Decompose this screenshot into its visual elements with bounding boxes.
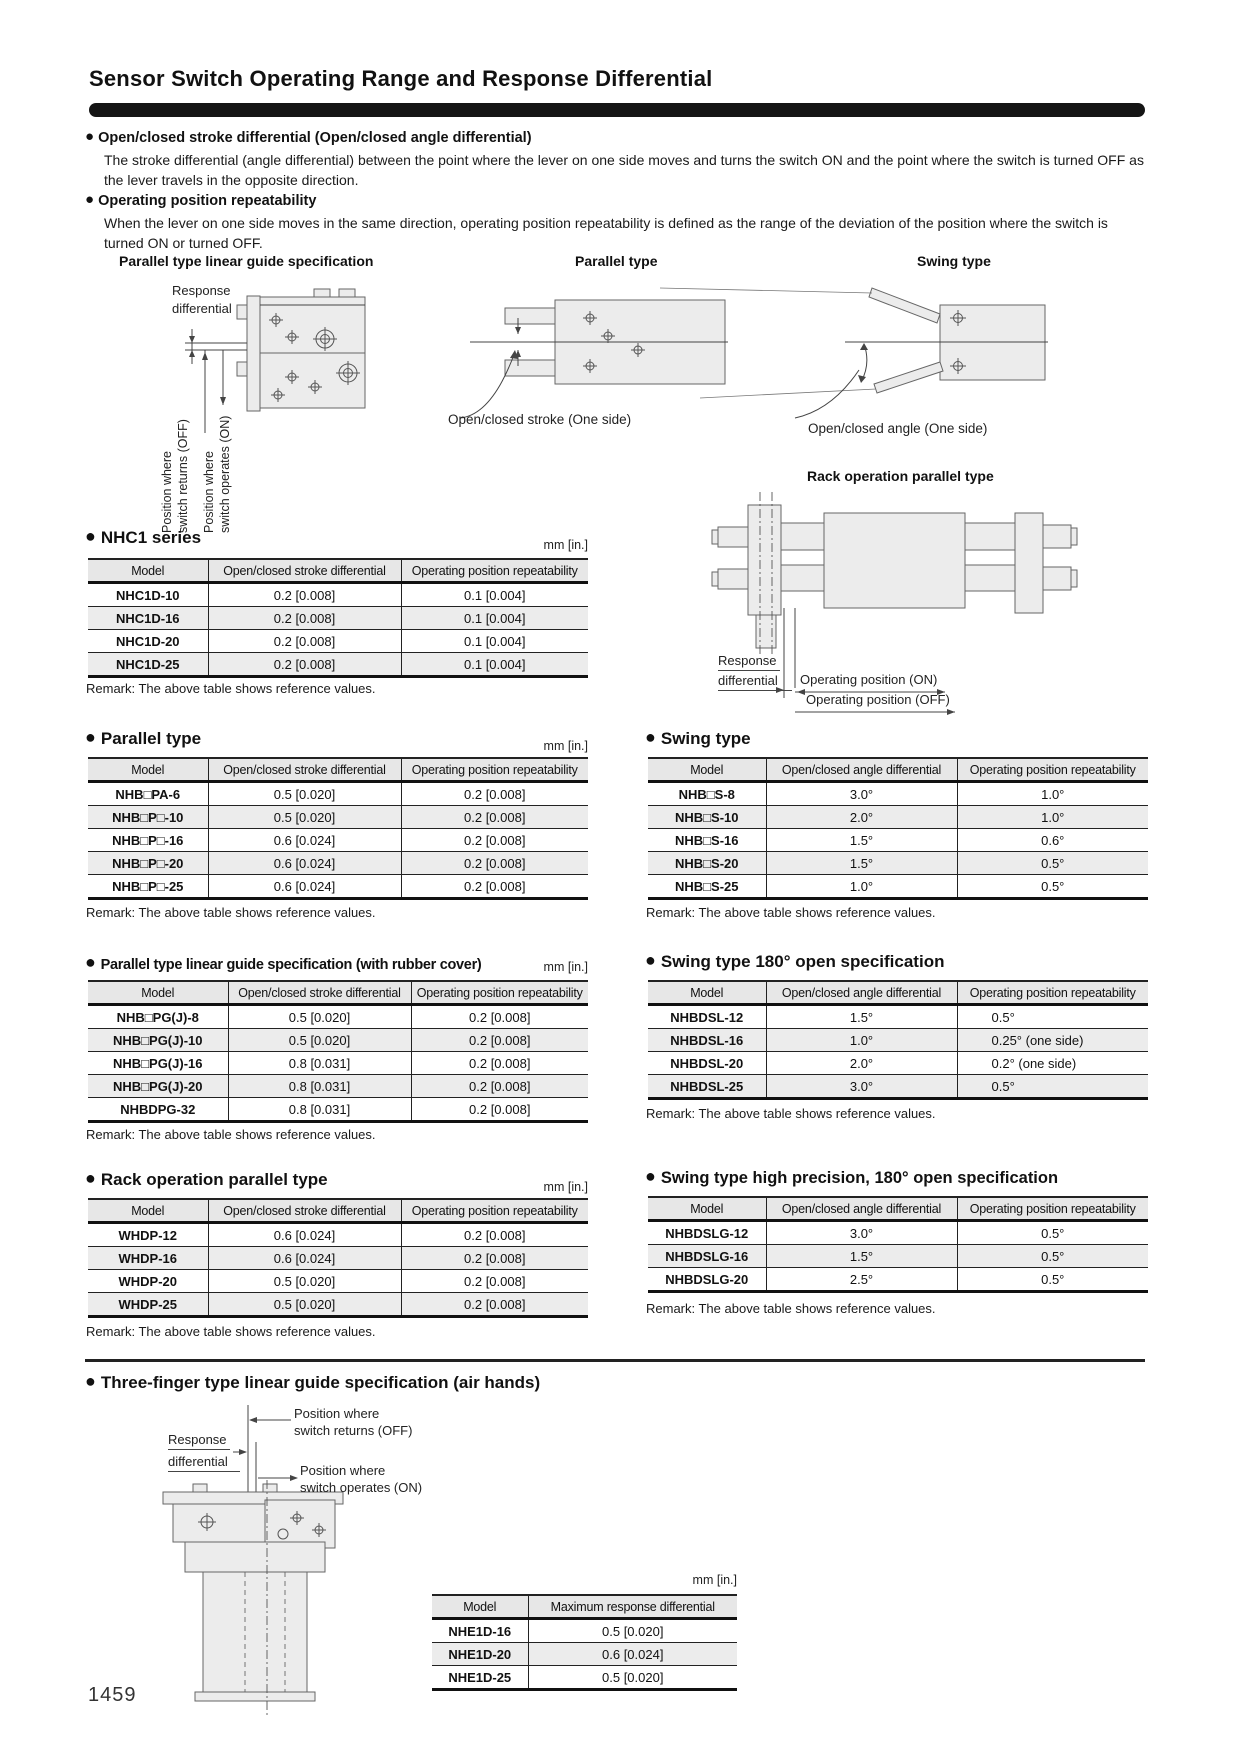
model-cell: NHBDSL-25 — [648, 1075, 766, 1099]
table-row — [88, 829, 588, 852]
parallel-lg-table — [88, 980, 588, 1123]
rack-response-label-line1: Response — [718, 653, 780, 671]
table-row — [88, 782, 588, 806]
section-divider — [85, 1359, 1145, 1362]
unit-label-rack: mm [in.] — [543, 1180, 588, 1194]
col-header-differential: Open/closed stroke differential — [208, 1199, 401, 1223]
section-heading-three-finger — [85, 1372, 540, 1393]
model-cell: NHC1D-20 — [88, 630, 208, 653]
value-cell: 1.5° — [766, 852, 957, 875]
table-row — [88, 1293, 588, 1317]
rotated-label-position-off-line1: Position where — [160, 451, 174, 533]
intro-bullet-2-title — [85, 192, 316, 209]
tf-position-on-label-line2: switch operates (ON) — [300, 1480, 423, 1495]
intro-bullet-1-title — [85, 129, 532, 146]
col-header-model: Model — [432, 1595, 528, 1619]
table-row — [88, 607, 588, 630]
remark-rack: Remark: The above table shows reference values. — [86, 1324, 376, 1339]
table-row — [88, 875, 588, 899]
header-row — [88, 1199, 588, 1223]
table-row — [648, 1221, 1148, 1245]
tf-response-label-line1: Response — [168, 1432, 230, 1450]
section-heading-nhc1-text: NHC1 series — [100, 528, 202, 547]
col-header-repeatability: Operating position repeatability — [401, 1199, 588, 1223]
value-cell: 0.5 [0.020] — [228, 1029, 411, 1052]
model-cell: WHDP-25 — [88, 1293, 208, 1317]
value-cell: 0.5 [0.020] — [208, 806, 401, 829]
value-cell: 0.5° — [957, 852, 1148, 875]
table-row — [88, 1223, 588, 1247]
model-cell: NHBDSLG-20 — [648, 1268, 766, 1292]
col-header-repeatability: Operating position repeatability — [411, 981, 588, 1005]
model-cell: NHB□PG(J)-10 — [88, 1029, 228, 1052]
value-cell: 0.2 [0.008] — [411, 1098, 588, 1122]
model-cell: NHE1D-25 — [432, 1666, 528, 1690]
value-cell: 0.2 [0.008] — [411, 1029, 588, 1052]
table-row — [432, 1643, 737, 1666]
value-cell: 1.0° — [957, 782, 1148, 806]
value-cell: 0.1 [0.004] — [401, 607, 588, 630]
table-row — [432, 1666, 737, 1690]
section-heading-parallel-lg — [85, 953, 481, 974]
table-row — [648, 1268, 1148, 1292]
value-cell: 1.5° — [766, 1005, 957, 1029]
model-cell: NHC1D-16 — [88, 607, 208, 630]
value-cell: 1.0° — [957, 806, 1148, 829]
col-header-repeatability: Operating position repeatability — [957, 758, 1148, 782]
table-row — [648, 1075, 1148, 1099]
value-cell: 0.5° — [957, 1245, 1148, 1268]
value-cell: 0.2 [0.008] — [411, 1052, 588, 1075]
col-header-differential: Open/closed angle differential — [766, 1197, 957, 1221]
intro-bullet-1-body: The stroke differential (angle differential) between the point where the lever on one side moves and turns the switch ON and the point where the switch is turned OFF as the lever travels in the opposite direction. — [104, 152, 1144, 188]
value-cell: 0.2 [0.008] — [208, 653, 401, 677]
value-cell: 0.1 [0.004] — [401, 653, 588, 677]
model-cell: NHB□S-10 — [648, 806, 766, 829]
intro-bullet-1-text: Open/closed stroke differential (Open/closed angle differential) — [98, 130, 532, 146]
model-cell: NHB□PG(J)-20 — [88, 1075, 228, 1098]
value-cell: 0.5° — [957, 1075, 1148, 1099]
col-header-repeatability: Operating position repeatability — [957, 981, 1148, 1005]
model-cell: NHB□S-8 — [678, 786, 735, 802]
value-cell: 0.2 [0.008] — [401, 806, 588, 829]
value-cell: 0.2° (one side) — [957, 1052, 1148, 1075]
value-cell: 0.2 [0.008] — [401, 782, 588, 806]
section-heading-parallel-text: Parallel type — [100, 729, 202, 748]
value-cell: 0.6° — [957, 829, 1148, 852]
section-heading-swing180 — [645, 951, 944, 972]
rack-response-label-line2: differential — [718, 673, 792, 691]
table-row — [648, 829, 1148, 852]
table-row — [88, 1098, 588, 1122]
response-differential-label-line1: Response — [172, 283, 231, 298]
model-cell: NHB□PG(J)-8 — [116, 1009, 199, 1025]
remark-swing-hp: Remark: The above table shows reference values. — [646, 1301, 936, 1316]
value-cell: 0.8 [0.031] — [228, 1098, 411, 1122]
model-cell: NHC1D-25 — [88, 653, 208, 677]
section-heading-swing-hp — [645, 1167, 1058, 1188]
table-row — [648, 1005, 1148, 1029]
value-cell: 0.8 [0.031] — [228, 1052, 411, 1075]
operating-position-off-label: Operating position (OFF) — [806, 692, 950, 707]
rotated-label-position-on-line1: Position where — [202, 451, 216, 533]
value-cell: 1.0° — [766, 1029, 957, 1052]
model-cell: NHE1D-16 — [448, 1623, 512, 1639]
value-cell: 0.5 [0.020] — [228, 1005, 411, 1029]
table-row — [432, 1619, 737, 1643]
value-cell: 0.2 [0.008] — [411, 1005, 588, 1029]
unit-label-parallel: mm [in.] — [543, 739, 588, 753]
col-header-differential: Open/closed angle differential — [766, 981, 957, 1005]
unit-label-nhe1: mm [in.] — [692, 1573, 737, 1587]
model-cell: NHBDSL-20 — [648, 1052, 766, 1075]
model-cell: NHB□PG(J)-16 — [88, 1052, 228, 1075]
table-row — [88, 1270, 588, 1293]
unit-label-nhc1: mm [in.] — [543, 538, 588, 552]
value-cell: 0.2 [0.008] — [401, 875, 588, 899]
table-row — [88, 852, 588, 875]
col-header-repeatability: Operating position repeatability — [401, 758, 588, 782]
value-cell: 0.1 [0.004] — [401, 630, 588, 653]
table-row — [88, 583, 588, 607]
value-cell: 0.6 [0.024] — [208, 852, 401, 875]
value-cell: 1.5° — [766, 1245, 957, 1268]
col-header-max-response: Maximum response differential — [528, 1595, 737, 1619]
value-cell: 1.5° — [766, 829, 957, 852]
table-row — [88, 630, 588, 653]
remark-swing: Remark: The above table shows reference values. — [646, 905, 936, 920]
table-row — [648, 806, 1148, 829]
value-cell: 0.6 [0.024] — [208, 1223, 401, 1247]
value-cell: 0.2 [0.008] — [401, 852, 588, 875]
value-cell: 0.6 [0.024] — [528, 1643, 737, 1666]
value-cell: 0.2 [0.008] — [401, 1293, 588, 1317]
tf-position-off-label-line2: switch returns (OFF) — [294, 1423, 413, 1438]
header-row — [88, 758, 588, 782]
model-cell: NHB□PA-6 — [115, 786, 181, 802]
value-cell: 0.5° — [957, 1221, 1148, 1245]
section-heading-parallel-lg-text: Parallel type linear guide specification (with rubber cover) — [100, 957, 482, 973]
model-cell: NHBDSL-16 — [648, 1029, 766, 1052]
value-cell: 0.5 [0.020] — [528, 1619, 737, 1643]
table-row — [648, 1052, 1148, 1075]
value-cell: 0.2 [0.008] — [411, 1075, 588, 1098]
value-cell: 0.1 [0.004] — [401, 583, 588, 607]
header-row — [88, 559, 588, 583]
caption-parallel-type: Parallel type — [575, 253, 658, 269]
nhe1-table — [432, 1594, 737, 1691]
table-row — [88, 1247, 588, 1270]
col-header-differential: Open/closed stroke differential — [208, 559, 401, 583]
value-cell: 2.0° — [766, 806, 957, 829]
response-differential-label-line2: differential — [172, 301, 232, 316]
value-cell: 0.2 [0.008] — [208, 630, 401, 653]
title-rule — [89, 103, 1145, 117]
value-cell: 2.5° — [766, 1268, 957, 1292]
open-closed-stroke-label: Open/closed stroke (One side) — [448, 412, 632, 427]
col-header-model: Model — [88, 758, 208, 782]
section-heading-swing-text: Swing type — [660, 729, 751, 748]
header-row — [88, 981, 588, 1005]
model-cell: NHB□S-25 — [648, 875, 766, 899]
value-cell: 0.2 [0.008] — [401, 1270, 588, 1293]
value-cell: 3.0° — [766, 782, 957, 806]
parallel-table — [88, 757, 588, 900]
model-cell: NHB□P□-20 — [88, 852, 208, 875]
value-cell: 3.0° — [766, 1075, 957, 1099]
col-header-differential: Open/closed stroke differential — [228, 981, 411, 1005]
model-cell: NHB□P□-25 — [88, 875, 208, 899]
tf-position-on-label-line1: Position where — [300, 1463, 386, 1478]
model-cell: WHDP-20 — [88, 1270, 208, 1293]
model-cell: NHC1D-10 — [115, 587, 180, 603]
model-cell: NHB□P□-16 — [88, 829, 208, 852]
value-cell: 0.8 [0.031] — [228, 1075, 411, 1098]
table-row — [88, 1052, 588, 1075]
page-number: 1459 — [88, 1684, 137, 1706]
operating-position-on-label: Operating position (ON) — [800, 672, 938, 687]
model-cell: NHBDSLG-12 — [665, 1225, 749, 1241]
section-heading-rack-text: Rack operation parallel type — [100, 1170, 328, 1189]
model-cell: NHBDPG-32 — [88, 1098, 228, 1122]
remark-swing180: Remark: The above table shows reference values. — [646, 1106, 936, 1121]
swing-table — [648, 757, 1148, 900]
table-row — [88, 1075, 588, 1098]
table-row — [88, 1005, 588, 1029]
remark-parallel: Remark: The above table shows reference values. — [86, 905, 376, 920]
rotated-label-position-off-line2: switch returns (OFF) — [176, 419, 190, 533]
value-cell: 2.0° — [766, 1052, 957, 1075]
table-row — [648, 852, 1148, 875]
remark-nhc1: Remark: The above table shows reference values. — [86, 681, 376, 696]
caption-swing-type: Swing type — [917, 253, 991, 269]
model-cell: NHB□S-16 — [648, 829, 766, 852]
section-heading-swing-hp-text: Swing type high precision, 180° open specification — [660, 1169, 1059, 1187]
remark-parallel-lg: Remark: The above table shows reference values. — [86, 1127, 376, 1142]
caption-rack-operation: Rack operation parallel type — [807, 468, 994, 484]
model-cell: NHB□S-20 — [648, 852, 766, 875]
intro-bullet-2-body: When the lever on one side moves in the same direction, operating position repeatability is defined as the range of the deviation of the position where the switch is turned ON or turned OFF. — [104, 215, 1108, 251]
value-cell: 0.5 [0.020] — [528, 1666, 737, 1690]
unit-label-parallel-lg: mm [in.] — [543, 960, 588, 974]
page-title: Sensor Switch Operating Range and Response Differential — [89, 66, 713, 91]
model-cell: NHB□P□-10 — [88, 806, 208, 829]
value-cell: 0.2 [0.008] — [401, 1247, 588, 1270]
section-heading-swing — [645, 728, 751, 749]
section-heading-three-finger-text: Three-finger type linear guide specification (air hands) — [100, 1373, 541, 1392]
table-row — [648, 875, 1148, 899]
swing180-table — [648, 980, 1148, 1100]
table-row — [88, 806, 588, 829]
rack-table — [88, 1198, 588, 1318]
table-row — [648, 782, 1148, 806]
col-header-model: Model — [88, 981, 228, 1005]
col-header-model: Model — [88, 559, 208, 583]
col-header-repeatability: Operating position repeatability — [957, 1197, 1148, 1221]
model-cell: NHBDSLG-16 — [648, 1245, 766, 1268]
col-header-model: Model — [88, 1199, 208, 1223]
value-cell: 0.5° — [957, 1268, 1148, 1292]
section-heading-parallel — [85, 728, 201, 749]
value-cell: 0.2 [0.008] — [401, 1223, 588, 1247]
open-closed-angle-label: Open/closed angle (One side) — [808, 421, 988, 436]
nhc1-table — [88, 558, 588, 678]
header-row — [432, 1595, 737, 1619]
value-cell: 1.0° — [766, 875, 957, 899]
col-header-differential: Open/closed stroke differential — [208, 758, 401, 782]
intro-bullet-2-text: Operating position repeatability — [98, 193, 317, 209]
tf-response-label-line2: differential — [168, 1454, 240, 1472]
value-cell: 0.5 [0.020] — [208, 1293, 401, 1317]
value-cell: 3.0° — [766, 1221, 957, 1245]
value-cell: 0.5 [0.020] — [208, 782, 401, 806]
col-header-differential: Open/closed angle differential — [766, 758, 957, 782]
value-cell: 0.5° — [957, 875, 1148, 899]
value-cell: 0.5 [0.020] — [208, 1270, 401, 1293]
model-cell: WHDP-16 — [88, 1247, 208, 1270]
col-header-repeatability: Operating position repeatability — [401, 559, 588, 583]
header-row — [648, 758, 1148, 782]
header-row — [648, 1197, 1148, 1221]
rotated-label-position-on-line2: switch operates (ON) — [218, 415, 232, 533]
value-cell: 0.6 [0.024] — [208, 1247, 401, 1270]
value-cell: 0.2 [0.008] — [208, 583, 401, 607]
model-cell: WHDP-12 — [118, 1227, 177, 1243]
table-row — [648, 1029, 1148, 1052]
value-cell: 0.2 [0.008] — [401, 829, 588, 852]
col-header-model: Model — [648, 981, 766, 1005]
col-header-model: Model — [648, 1197, 766, 1221]
value-cell: 0.25° (one side) — [957, 1029, 1148, 1052]
table-row — [648, 1245, 1148, 1268]
table-row — [88, 653, 588, 677]
col-header-model: Model — [648, 758, 766, 782]
table-row — [88, 1029, 588, 1052]
header-row — [648, 981, 1148, 1005]
swing-hp-table — [648, 1196, 1148, 1293]
section-heading-swing180-text: Swing type 180° open specification — [660, 952, 945, 971]
model-cell: NHBDSL-12 — [670, 1009, 744, 1025]
model-cell: NHE1D-20 — [432, 1643, 528, 1666]
value-cell: 0.6 [0.024] — [208, 875, 401, 899]
section-heading-rack — [85, 1169, 328, 1190]
value-cell: 0.2 [0.008] — [208, 607, 401, 630]
value-cell: 0.5° — [957, 1005, 1148, 1029]
tf-position-off-label-line1: Position where — [294, 1406, 380, 1421]
section-heading-nhc1 — [85, 527, 201, 548]
caption-parallel-linear-guide: Parallel type linear guide specification — [119, 253, 374, 269]
value-cell: 0.6 [0.024] — [208, 829, 401, 852]
